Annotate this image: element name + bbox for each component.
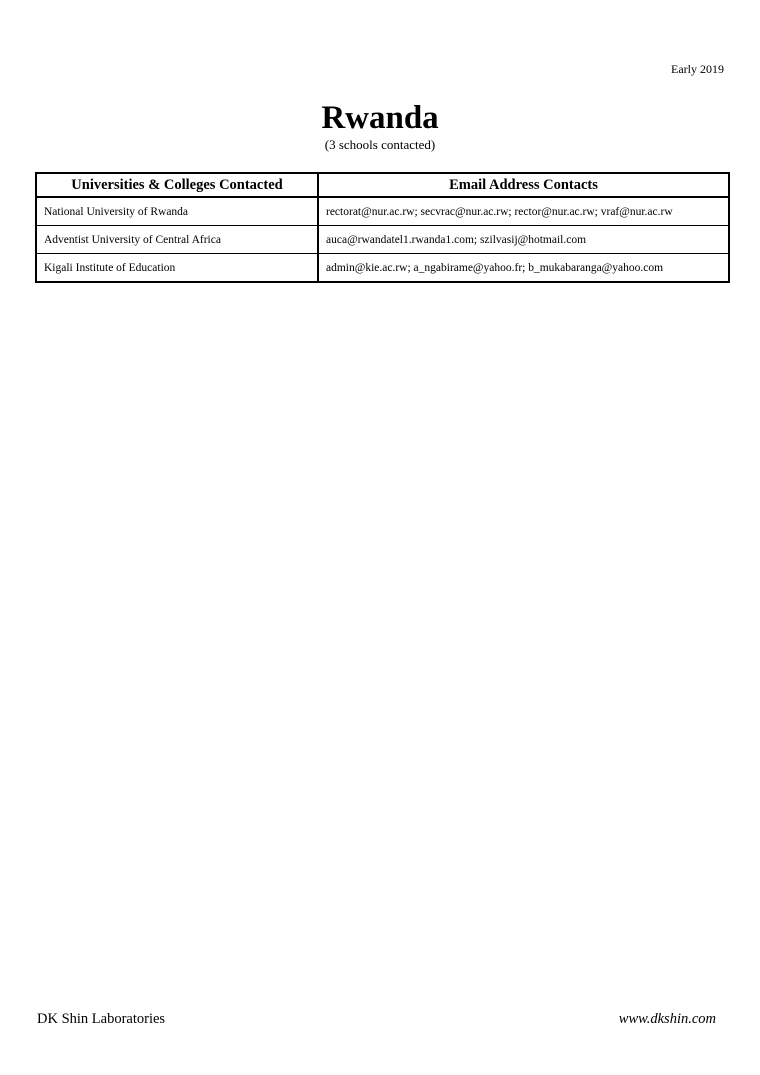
email-contacts-cell: auca@rwandatel1.rwanda1.com; szilvasij@hotmail.com	[318, 226, 729, 254]
table-header-row	[36, 173, 729, 197]
email-contacts-cell: admin@kie.ac.rw; a_ngabirame@yahoo.fr; b_mukabaranga@yahoo.com	[318, 254, 729, 283]
school-name-cell: Adventist University of Central Africa	[36, 226, 318, 254]
footer-organization: DK Shin Laboratories	[37, 1011, 166, 1027]
table-row	[36, 254, 729, 283]
school-name-cell: Kigali Institute of Education	[36, 254, 318, 283]
column-header-schools: Universities & Colleges Contacted	[36, 173, 318, 197]
document-date: Early 2019	[671, 62, 724, 76]
footer-website-link[interactable]: www.dkshin.com	[618, 1011, 716, 1027]
email-contacts-cell: rectorat@nur.ac.rw; secvrac@nur.ac.rw; rector@nur.ac.rw; vraf@nur.ac.rw	[318, 197, 729, 226]
contacts-table	[35, 172, 730, 283]
school-name-cell: National University of Rwanda	[36, 197, 318, 226]
column-header-emails: Email Address Contacts	[318, 173, 729, 197]
page-title: Rwanda	[321, 100, 439, 136]
table-row	[36, 197, 729, 226]
page-subtitle: (3 schools contacted)	[324, 137, 436, 152]
table-row	[36, 226, 729, 254]
